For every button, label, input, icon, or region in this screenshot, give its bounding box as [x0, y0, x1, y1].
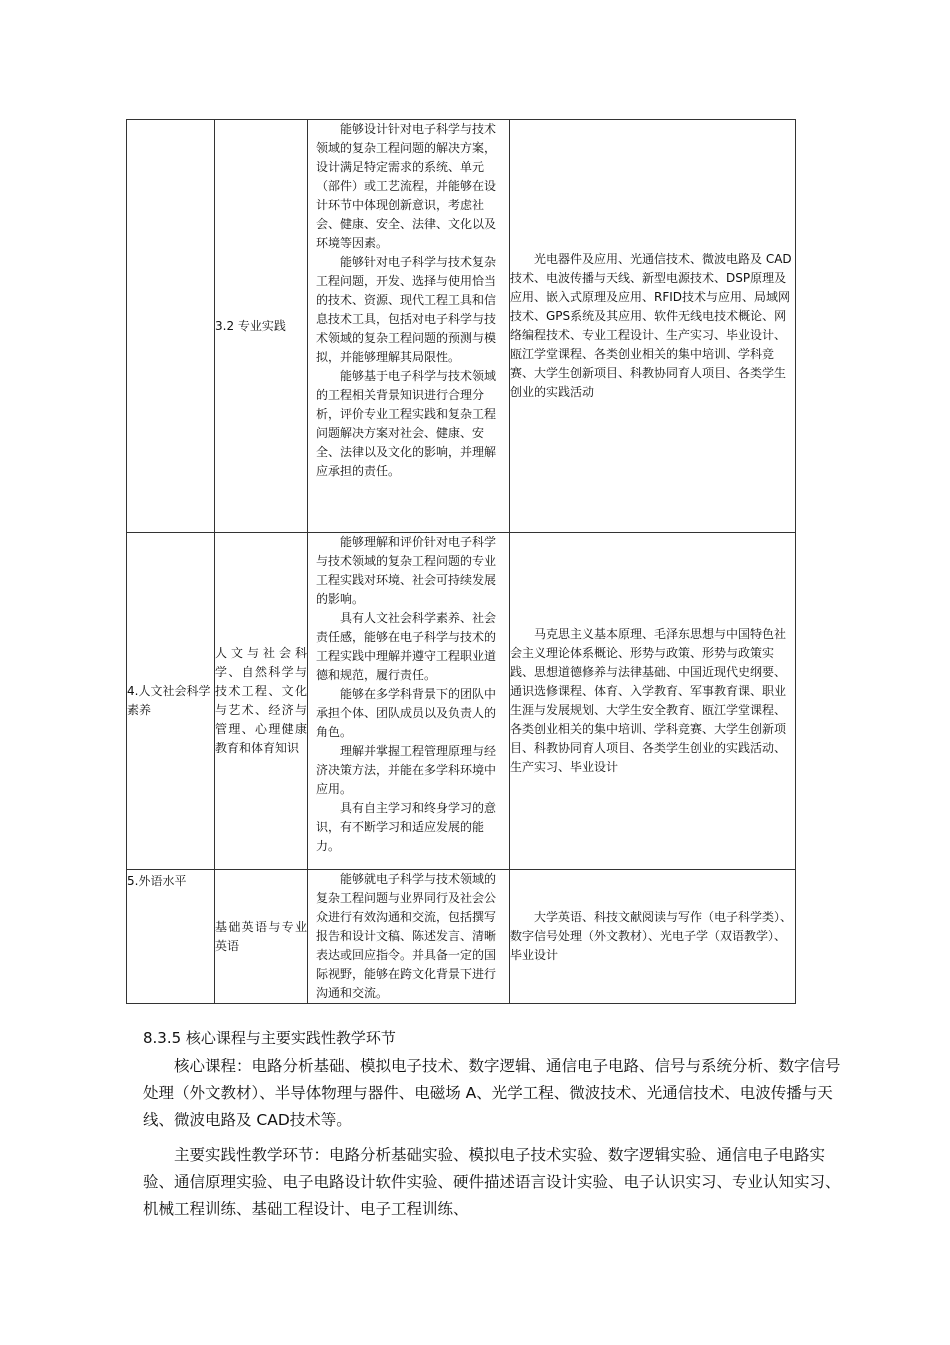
category-cell: 5.外语水平: [127, 870, 215, 1004]
practice-paragraph: [143, 1142, 843, 1223]
requirement-text: 能够理解和评价针对电子科学与技术领域的复杂工程问题的专业工程实践对环境、社会可持续发展的影响。: [316, 535, 497, 606]
courses-cell: 光电器件及应用、光通信技术、微波电路及 CAD技术、电波传播与天线、新型电源技术、DSP原理及应用、嵌入式原理及应用、RFID技术与应用、局域网技术、GPS系统及其应用、软件无线电技术概论、网络编程技术、专业工程设计、生产实习、毕业设计、瓯江学堂课程、各类创业相关的集中培训、学科竞赛、大学生创新项目、科教协同育人项目、各类学生创业的实践活动: [510, 120, 796, 533]
requirement-text: 能够针对电子科学与技术复杂工程问题，开发、选择与使用恰当的技术、资源、现代工程工具和信息技术工具，包括对电子科学与技术领域的复杂工程问题的预测与模拟，并能够理解其局限性。: [316, 255, 497, 364]
table-row: [127, 533, 796, 870]
requirement-text: 能够就电子科学与技术领域的复杂工程问题与业界同行及社会公众进行有效沟通和交流，包括撰写报告和设计文稿、陈述发言、清晰表达或回应指令。并具备一定的国际视野，能够在跨文化背景下进行沟通和交流。: [316, 872, 497, 1000]
table-row: [127, 120, 796, 533]
category-cell: 4.人文社会科学素养: [127, 533, 215, 870]
requirement-text: 能够基于电子科学与技术领域的工程相关背景知识进行合理分析，评价专业工程实践和复杂工程问题解决方案对社会、健康、安全、法律以及文化的影响，并理解应承担的责任。: [316, 369, 497, 478]
practice-text: 主要实践性教学环节：电路分析基础实验、模拟电子技术实验、数字逻辑实验、通信电子电路实验、通信原理实验、电子电路设计软件实验、硬件描述语言设计实验、电子认识实习、专业认知实习、机械工程训练、基础工程设计、电子工程训练、: [143, 1146, 841, 1218]
core-courses-paragraph: [143, 1053, 843, 1134]
requirement-text: 具有自主学习和终身学习的意识，有不断学习和适应发展的能力。: [316, 801, 497, 853]
requirements-cell: [308, 120, 510, 533]
courses-cell: 马克思主义基本原理、毛泽东思想与中国特色社会主义理论体系概论、形势与政策、形势与政策实践、思想道德修养与法律基础、中国近现代史纲要、通识选修课程、体育、入学教育、军事教育课、职业生涯与发展规划、大学生安全教育、瓯江学堂课程、各类创业相关的集中培训、学科竞赛、大学生创新项目、科教协同育人项目、各类学生创业的实践活动、生产实习、毕业设计: [510, 533, 796, 870]
requirement-text: 理解并掌握工程管理原理与经济决策方法，并能在多学科环境中应用。: [316, 744, 497, 796]
table-row: [127, 870, 796, 1004]
requirement-text: 具有人文社会科学素养、社会责任感，能够在电子科学与技术的工程实践中理解并遵守工程职业道德和规范，履行责任。: [316, 611, 497, 682]
requirement-text: 能够设计针对电子科学与技术领域的复杂工程问题的解决方案，设计满足特定需求的系统、单元（部件）或工艺流程，并能够在设计环节中体现创新意识，考虑社会、健康、安全、法律、文化以及环境等因素。: [316, 122, 497, 250]
requirement-text: 能够在多学科背景下的团队中承担个体、团队成员以及负责人的角色。: [316, 687, 497, 739]
requirements-cell: [308, 870, 510, 1004]
sub-item-cell: 人文与社会科学、自然科学与技术工程、文化与艺术、经济与管理、心理健康教育和体育知识: [215, 533, 308, 870]
core-courses-text: 核心课程：电路分析基础、模拟电子技术、数字逻辑、通信电子电路、信号与系统分析、数字信号处理（外文教材）、半导体物理与器件、电磁场 A、光学工程、微波技术、光通信技术、电波传播与天线、微波电路及 CAD技术等。: [143, 1057, 841, 1129]
sub-item-cell: 3.2 专业实践: [215, 120, 308, 533]
courses-cell: 大学英语、科技文献阅读与写作（电子科学类）、数字信号处理（外文教材）、光电子学（双语教学）、毕业设计: [510, 870, 796, 1004]
graduation-requirements-table: [126, 119, 796, 1004]
category-cell: [127, 120, 215, 533]
requirements-cell: [308, 533, 510, 870]
section-heading: 8.3.5 核心课程与主要实践性教学环节: [143, 1029, 396, 1047]
sub-item-cell: 基础英语与专业英语: [215, 870, 308, 1004]
